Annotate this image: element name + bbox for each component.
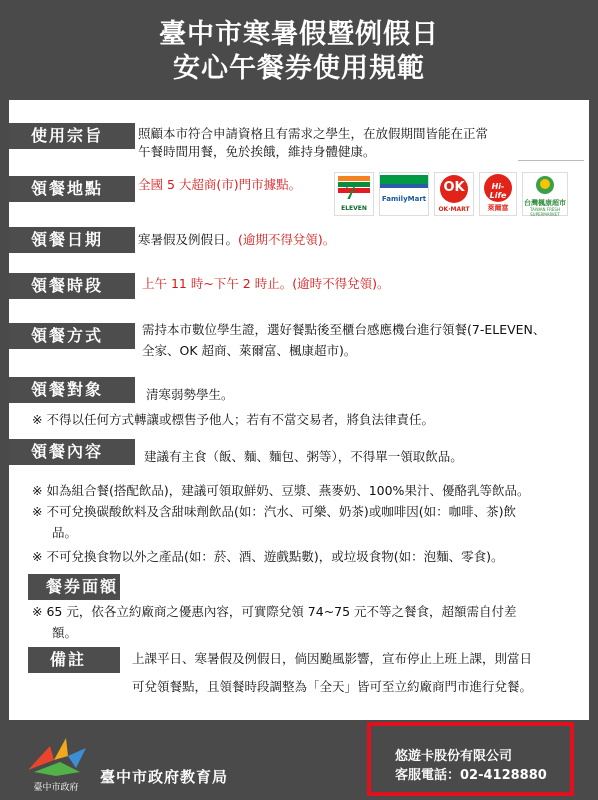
section-label-content: 領餐內容 — [9, 439, 135, 465]
section-label-location: 領餐地點 — [9, 176, 135, 202]
hilife-logo: Hi-Life 萊爾富 — [479, 172, 517, 216]
method-line-2: 全家、OK 超商、萊爾富、楓康超市)。 — [142, 343, 357, 358]
poster-header — [0, 0, 598, 100]
section-label-purpose: 使用宗旨 — [9, 123, 135, 149]
divider — [518, 160, 584, 161]
familymart-logo: FamilyMart — [379, 172, 429, 216]
customer-service-phone: 客服電話：02-4128880 — [395, 768, 547, 783]
content-text: 建議有主食（飯、麵、麵包、粥等），不得單一領取飲品。 — [144, 449, 463, 464]
remarks-line-1: 上課平日、寒暑假及例假日，倘因颱風影響，宣布停止上班上課，則當日 — [132, 651, 533, 666]
section-label-method: 領餐方式 — [9, 323, 135, 349]
date-text — [138, 229, 335, 250]
section-label-date: 領餐日期 — [9, 227, 135, 253]
date-red-text: (逾期不得兌領)。 — [238, 232, 336, 247]
remarks-line-2: 可兌領餐點，且領餐時段調整為「全天」皆可至立約廠商門市進行兌餐。 — [132, 679, 533, 694]
location-text: 全國 5 大超商(市)門市據點。 — [138, 177, 302, 192]
store-logos — [334, 172, 569, 218]
taichung-government-logo — [20, 732, 92, 796]
title-line-1: 臺中市寒暑假暨例假日 — [159, 19, 439, 50]
value-note-line-2: 額。 — [52, 625, 78, 640]
purpose-line-2: 午餐時間用餐，免於挨餓，維持身體健康。 — [138, 144, 376, 159]
content-note-2-line-1: ※ 不可兌換碳酸飲料及含甜味劑飲品(如：汽水、可樂、奶茶)或咖啡因(如：咖啡、茶)飲 — [32, 504, 516, 519]
okmart-logo: OK OK·MART — [434, 172, 474, 216]
contact-box — [367, 722, 574, 796]
date-main-text: 寒暑假及例假日。 — [138, 232, 239, 247]
simple-mart-logo: 台灣楓康超市 TAIWAN FRESH SUPERMARKET — [522, 172, 568, 216]
section-label-target: 領餐對象 — [9, 377, 135, 403]
section-label-value: 餐券面額 — [28, 574, 120, 600]
seven-eleven-logo: 7 ELEVEN — [334, 172, 374, 216]
section-label-time: 領餐時段 — [9, 273, 135, 299]
content-note-3: ※ 不可兌換食物以外之產品(如：菸、酒、遊戲點數)，或垃圾食物(如：泡麵、零食)。 — [32, 549, 504, 564]
title-line-2: 安心午餐券使用規範 — [173, 53, 425, 84]
content-note-2-line-2: 品。 — [52, 525, 78, 540]
taichung-emblem-icon — [20, 732, 92, 796]
target-text: 清寒弱勢學生。 — [146, 387, 234, 402]
section-label-remarks: 備註 — [28, 647, 120, 673]
education-bureau-name: 臺中市政府教育局 — [100, 768, 229, 786]
content-note-1: ※ 如為組合餐(搭配飲品)，建議可領取鮮奶、豆漿、燕麥奶、100%果汁、優酪乳等飲品。 — [32, 483, 530, 498]
purpose-line-1: 照顧本市符合申請資格且有需求之學生，在放假期間皆能在正常 — [138, 126, 489, 141]
company-name: 悠遊卡股份有限公司 — [395, 749, 513, 764]
time-text: 上午 11 時~下午 2 時止。(逾時不得兌領)。 — [142, 276, 390, 291]
value-note-line-1: ※ 65 元，依各立約廠商之優惠內容，可實際兌領 74~75 元不等之餐食，超額需自付差 — [32, 604, 517, 619]
target-note: ※ 不得以任何方式轉讓或標售予他人；若有不當交易者，將負法律責任。 — [32, 412, 434, 427]
method-line-1: 需持本市數位學生證，選好餐點後至櫃台感應機台進行領餐(7-ELEVEN、 — [142, 322, 546, 337]
emblem-caption: 臺中市政府 — [33, 782, 79, 792]
